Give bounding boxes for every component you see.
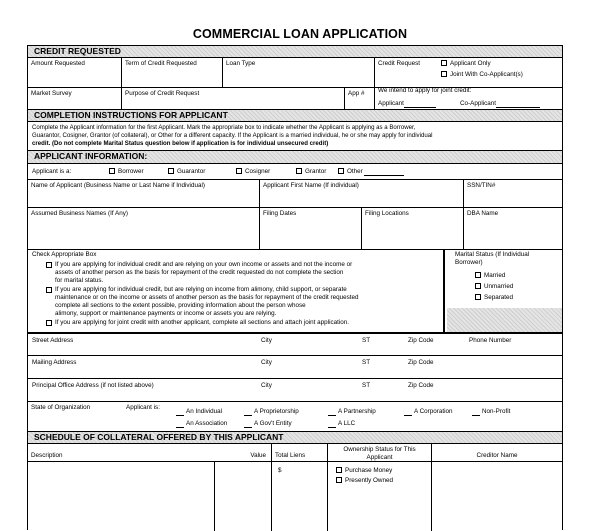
joint-applicant-line[interactable] <box>404 100 436 108</box>
street-city-label: City <box>261 337 272 344</box>
option1-line3: for marital status. <box>55 277 104 284</box>
app-number-label: App # <box>348 90 365 97</box>
borrower-label: Borrower <box>118 168 144 175</box>
joint-co-applicant-line[interactable] <box>496 100 540 108</box>
option3-line: If you are applying for joint credit with another applicant, complete all sections and attach joint application. <box>55 319 350 326</box>
joint-credit-checkbox[interactable] <box>46 320 52 326</box>
filing-locations-field[interactable] <box>361 208 463 249</box>
credit-row-2 <box>28 88 562 110</box>
loan-application-form <box>27 45 563 530</box>
state-organization-field[interactable] <box>28 402 123 431</box>
unmarried-label: Unmarried <box>484 283 514 290</box>
credit-requested-header <box>28 46 562 58</box>
market-survey-label: Market Survey <box>31 90 72 97</box>
purpose-field[interactable] <box>121 88 344 109</box>
option1-line1: If you are applying for individual credit and are relying on your own income or assets and not the income or <box>55 261 353 268</box>
street-st-label: ST <box>362 337 371 344</box>
separated-label: Separated <box>484 294 514 301</box>
completion-line-2: Guarantor, Cosigner, Grantor (of collateral), or Other for a different capacity. If the Applicant is a married individual, he or she may apply for individual <box>32 132 433 139</box>
other-line[interactable] <box>364 168 404 176</box>
nonprofit-line[interactable] <box>472 408 480 416</box>
llc-label: A LLC <box>338 420 356 427</box>
mailing-label: Mailing Address <box>32 359 77 366</box>
street-row <box>28 334 562 356</box>
option1-line2: assets of another person as the basis for repayment of the credit requested do not complete the section <box>55 269 344 276</box>
cosigner-checkbox[interactable] <box>236 168 242 174</box>
completion-title: COMPLETION INSTRUCTIONS FOR APPLICANT <box>34 110 228 120</box>
individual-line[interactable] <box>176 408 184 416</box>
proprietorship-label: A Proprietorship <box>254 408 299 415</box>
value-col <box>214 444 271 461</box>
applicant-name-field[interactable] <box>28 180 259 207</box>
credit-request-label: Credit Request <box>378 60 420 67</box>
association-label: An Association <box>186 420 228 427</box>
completion-line-1: Complete the Applicant information for the first Applicant. Mark the appropriate box to indicate whether the Applicant is applying as a Borrower, <box>32 124 416 131</box>
ownership-entry <box>327 462 431 531</box>
principal-zip-label: Zip Code <box>408 382 434 389</box>
unmarried-checkbox[interactable] <box>475 283 481 289</box>
applicant-info-title: APPLICANT INFORMATION: <box>34 151 148 161</box>
option2-line4: alimony, support or maintenance payments or income or assets you are relying. <box>55 310 277 317</box>
filing-dates-label: Filing Dates <box>263 210 297 217</box>
check-options <box>28 250 445 332</box>
ssn-field[interactable] <box>463 180 562 207</box>
credit-requested-title: CREDIT REQUESTED <box>34 46 121 56</box>
applicant-only-checkbox[interactable] <box>441 60 447 66</box>
dba-label: DBA Name <box>467 210 499 217</box>
app-number-field[interactable] <box>344 88 374 109</box>
description-label: Description <box>31 452 63 459</box>
guarantor-label: Guarantor <box>177 168 206 175</box>
joint-label: Joint With Co-Applicant(s) <box>450 71 523 78</box>
corporation-line[interactable] <box>404 408 412 416</box>
collateral-header <box>28 432 562 444</box>
mailing-st-label: ST <box>362 359 371 366</box>
collateral-title: SCHEDULE OF COLLATERAL OFFERED BY THIS APPLICANT <box>34 432 284 442</box>
joint-checkbox[interactable] <box>441 71 447 77</box>
grantor-label: Grantor <box>305 168 327 175</box>
principal-st-label: ST <box>362 382 371 389</box>
ownership-label-2: Applicant <box>366 454 393 461</box>
applicant-name-label: Name of Applicant (Business Name or Last Name if Individual) <box>31 182 205 189</box>
llc-line[interactable] <box>328 420 336 428</box>
applicant-is-label: Applicant is a: <box>32 168 72 175</box>
borrower-checkbox[interactable] <box>109 168 115 174</box>
married-label: Married <box>484 272 506 279</box>
assumed-name-row <box>28 208 562 250</box>
state-organization-label: State of Organization <box>31 404 91 411</box>
ownership-col <box>327 444 431 461</box>
dollar-sign: $ <box>278 467 282 474</box>
presently-owned-label: Presently Owned <box>345 477 393 484</box>
gov-entity-label: A Gov't Entity <box>254 420 292 427</box>
applicant-only-label: Applicant Only <box>450 60 491 67</box>
term-label: Term of Credit Requested <box>125 60 197 67</box>
term-field[interactable] <box>121 58 222 87</box>
applicant-type-field <box>123 402 562 431</box>
marital-title-1: Marital Status (If Individual <box>455 251 530 258</box>
married-checkbox[interactable] <box>475 272 481 278</box>
assumed-name-field[interactable] <box>28 208 259 249</box>
first-name-label: Applicant First Name (If individual) <box>263 182 359 189</box>
filing-dates-field[interactable] <box>259 208 361 249</box>
purpose-label: Purpose of Credit Request <box>125 90 200 97</box>
guarantor-checkbox[interactable] <box>168 168 174 174</box>
loan-type-label: Loan Type <box>226 60 256 67</box>
corporation-label: A Corporation <box>414 408 453 415</box>
value-entry[interactable] <box>214 462 271 531</box>
joint-intent-field <box>374 88 562 109</box>
principal-city-label: City <box>261 382 272 389</box>
marital-title-2: Borrower) <box>455 259 483 266</box>
creditor-entry[interactable] <box>431 462 562 531</box>
association-line[interactable] <box>176 420 184 428</box>
individual-type-label: An Individual <box>186 408 223 415</box>
creditor-col <box>431 444 562 461</box>
option2-line1: If you are applying for individual credit, but are relying on income from alimony, child support, or separate <box>55 286 347 293</box>
applicant-role-row <box>28 164 562 180</box>
assumed-name-label: Assumed Business Names (If Any) <box>31 210 128 217</box>
check-box-section <box>28 250 562 334</box>
cosigner-label: Cosigner <box>245 168 271 175</box>
mailing-zip-label: Zip Code <box>408 359 434 366</box>
individual-own-checkbox[interactable] <box>46 262 52 268</box>
gov-entity-line[interactable] <box>244 420 252 428</box>
street-label: Street Address <box>32 337 74 344</box>
description-col <box>28 444 214 461</box>
total-liens-col <box>271 444 327 461</box>
value-label: Value <box>250 452 266 459</box>
purchase-money-checkbox[interactable] <box>336 467 342 473</box>
separated-checkbox[interactable] <box>475 294 481 300</box>
proprietorship-line[interactable] <box>244 408 252 416</box>
joint-applicant-label: Applicant <box>378 100 404 107</box>
partnership-label: A Partnership <box>338 408 376 415</box>
principal-row <box>28 379 562 402</box>
completion-text <box>28 122 562 151</box>
option2-line2: maintenance or on the income or assets of another person as the basis for repayment of the credit requested <box>55 294 359 301</box>
market-survey-field[interactable] <box>28 88 121 109</box>
other-label: Other <box>347 168 363 175</box>
total-liens-entry[interactable] <box>271 462 327 531</box>
description-entry[interactable] <box>28 462 214 531</box>
shaded-area <box>447 308 562 332</box>
check-box-title: Check Appropriate Box <box>32 251 97 258</box>
creditor-label: Creditor Name <box>476 452 518 459</box>
other-checkbox[interactable] <box>338 168 344 174</box>
credit-request-field <box>374 58 562 87</box>
phone-label: Phone Number <box>469 337 512 344</box>
purchase-money-label: Purchase Money <box>345 467 393 474</box>
applicant-type-label: Applicant is: <box>126 404 160 411</box>
amount-requested-field[interactable] <box>28 58 121 87</box>
page-title: COMMERCIAL LOAN APPLICATION <box>192 27 408 41</box>
mailing-row <box>28 356 562 379</box>
organization-row <box>28 402 562 432</box>
applicant-info-header <box>28 151 562 164</box>
nonprofit-label: Non-Profit <box>482 408 511 415</box>
ownership-label-1: Ownership Status for This <box>343 446 416 453</box>
filing-locations-label: Filing Locations <box>365 210 409 217</box>
mailing-city-label: City <box>261 359 272 366</box>
loan-type-field[interactable] <box>222 58 374 87</box>
principal-label: Principal Office Address (if not listed above) <box>32 382 154 389</box>
completion-header <box>28 110 562 122</box>
credit-row-1 <box>28 58 562 88</box>
option2-line3: complete all sections to the extent possible, providing information about the person whose <box>55 302 306 309</box>
marital-status-box <box>445 250 562 308</box>
dba-field[interactable] <box>463 208 562 249</box>
partnership-line[interactable] <box>328 408 336 416</box>
first-name-field[interactable] <box>259 180 463 207</box>
presently-owned-checkbox[interactable] <box>336 477 342 483</box>
total-liens-label: Total Liens <box>275 452 306 459</box>
applicant-name-row <box>28 180 562 208</box>
grantor-checkbox[interactable] <box>296 168 302 174</box>
collateral-entry-row <box>28 462 562 531</box>
joint-co-applicant-label: Co-Applicant <box>460 100 497 107</box>
amount-requested-label: Amount Requested <box>31 60 85 67</box>
joint-intent-label: We intend to apply for joint credit: <box>378 87 472 94</box>
collateral-columns <box>28 444 562 462</box>
ssn-label: SSN/TIN# <box>467 182 496 189</box>
individual-other-checkbox[interactable] <box>46 287 52 293</box>
street-zip-label: Zip Code <box>408 337 434 344</box>
completion-line-3: credit. (Do not complete Marital Status question below if application is for individual unsecured credit) <box>32 140 329 147</box>
